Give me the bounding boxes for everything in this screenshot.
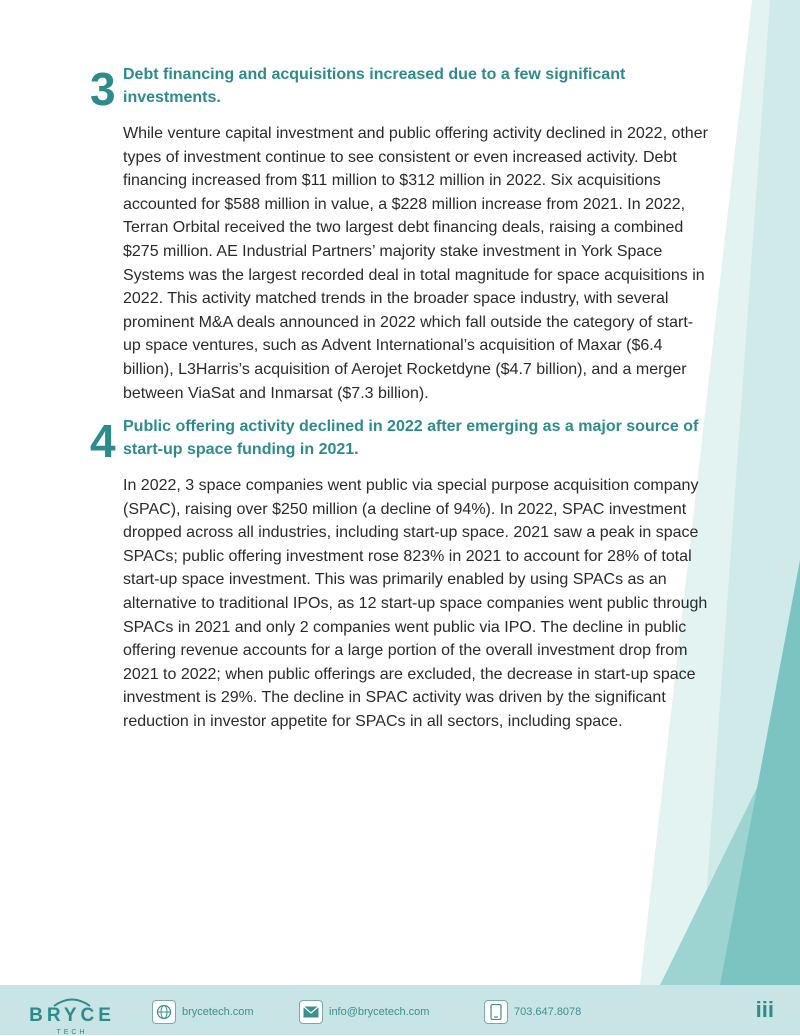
brycetech-logo[interactable] bbox=[22, 995, 122, 1036]
section-body: While venture capital investment and public offering activity declined in 2022, other types of investment continue to see consistent or even increased activity. Debt financing increased from $11 million to $312 million in 2022. Six acquisitions accounted for $588 million in value, a $228 million increase from 2021. In 2022, Terran Orbital received the two largest debt financing deals, raising a combined $275 million. AE Industrial Partners’ majority stake investment in York Space Systems was the largest recorded deal in total magnitude for space acquisitions in 2022. This activity matched trends in the broader space industry, with several prominent M&A deals announced in 2022 which fall outside the category of start-up space ventures, such as Advent International’s acquisition of Maxar ($6.4 billion), L3Harris’s acquisition of Aerojet Rocketdyne ($4.7 billion), and a merger between ViaSat and Inmarsat ($7.3 billion). bbox=[123, 125, 708, 402]
section-4 bbox=[90, 415, 710, 734]
phone-text: 703.647.8078 bbox=[514, 1006, 582, 1018]
section-heading: Debt financing and acquisitions increased due to a few significant investments. bbox=[123, 66, 626, 106]
envelope-icon bbox=[299, 1000, 323, 1024]
page-footer bbox=[0, 985, 800, 1035]
logo-text: BRYCE bbox=[29, 1005, 115, 1026]
globe-icon bbox=[152, 1000, 176, 1024]
section-heading: Public offering activity declined in 2022 after emerging as a major source of start-up space funding in 2021. bbox=[123, 418, 699, 458]
email-link[interactable] bbox=[299, 1000, 429, 1024]
website-text: brycetech.com bbox=[182, 1006, 254, 1018]
page-number: iii bbox=[755, 997, 774, 1022]
email-text: info@brycetech.com bbox=[329, 1006, 430, 1018]
phone-icon bbox=[484, 1000, 508, 1024]
logo-subtext: TECH bbox=[56, 1029, 88, 1036]
section-body: In 2022, 3 space companies went public via special purpose acquisition company (SPAC), raising over $250 million (a decline of 94%). In 2022, SPAC investment dropped across all industries, including start-up space. 2021 saw a peak in space SPACs; public offering investment rose 823% in 2021 to account for 28% of total start-up space investment. This was primarily enabled by using SPACs as an alternative to traditional IPOs, as 12 start-up space companies went public through SPACs in 2021 and only 2 companies went public via IPO. The decline in public offering revenue accounts for a large portion of the overall investment drop from 2021 to 2022; when public offerings are excluded, the decrease in start-up space investment is 29%. The decline in SPAC activity was driven by the significant reduction in investor appetite for SPACs in all sectors, including space. bbox=[123, 477, 708, 730]
section-3 bbox=[90, 63, 710, 405]
section-number: 3 bbox=[90, 63, 116, 115]
phone-link[interactable] bbox=[484, 1000, 581, 1024]
website-link[interactable] bbox=[152, 1000, 254, 1024]
section-number: 4 bbox=[90, 415, 116, 467]
